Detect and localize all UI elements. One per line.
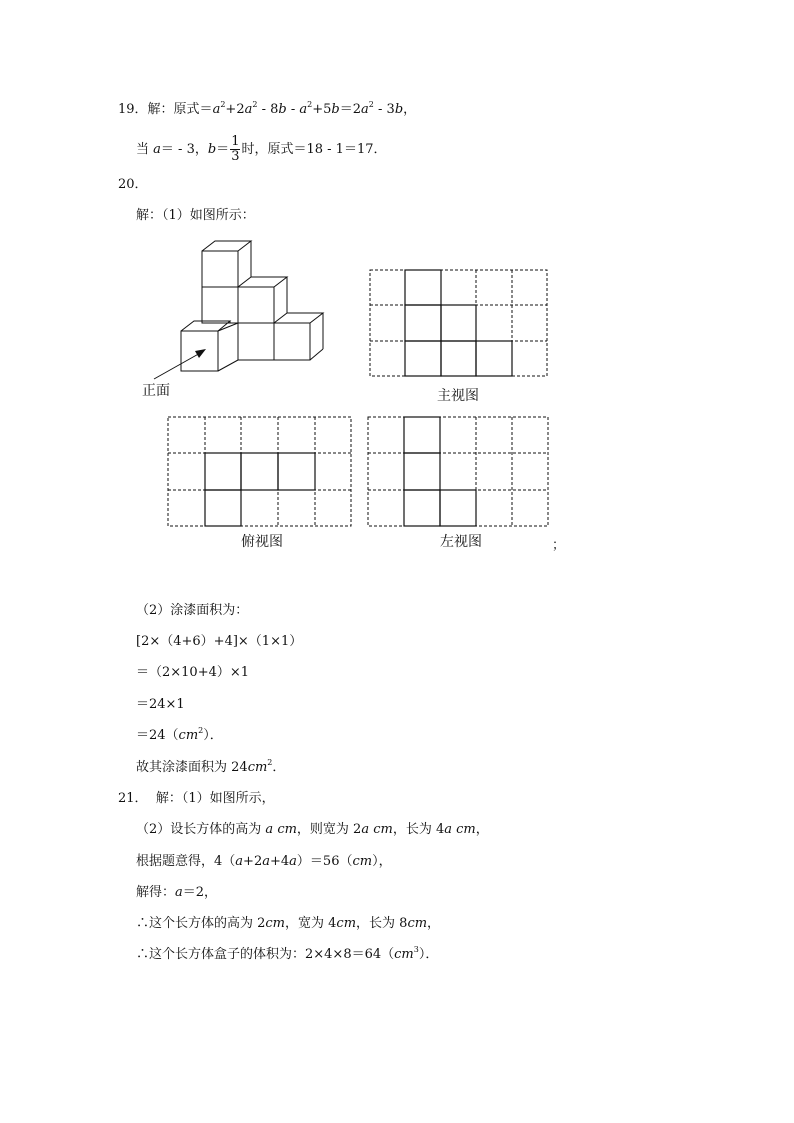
q20-calc1: [2×（4+6）+4]×（1×1）: [136, 634, 303, 649]
front-arrow-icon: [195, 349, 206, 358]
fraction-one-third: $\frac{1}{3}$: [231, 134, 240, 164]
q19-line1: 19．解：原式$=a^2+2a^2 - 8b - a^2+5b=2a^2 - 3b$，: [118, 100, 417, 117]
left-view-label: 左视图: [440, 534, 482, 550]
left-view-grid: [366, 416, 551, 531]
q20-intro: 解：（1）如图所示：: [136, 208, 255, 223]
q20-part2-title: （2）涂漆面积为：: [136, 603, 249, 618]
q19-line2: 当 a＝ - 3，b＝ $\frac{1}{3}$ 时，原式＝18 - 1＝17．: [136, 134, 387, 164]
q21-line1: 21． 解：（1）如图所示，: [118, 791, 275, 806]
main-view-grid: [369, 269, 549, 379]
q21-line2: （2）设长方体的高为 a cm，则宽为 2a cm，长为 4a cm，: [136, 822, 489, 837]
front-label: 正面: [142, 383, 170, 399]
q21-line5: ∴这个长方体的高为 2cm，宽为 4cm，长为 8cm，: [136, 916, 441, 931]
q20-calc4: $=24(cm^2)$．: [136, 726, 223, 743]
q20-calc3: ＝24×1: [136, 697, 185, 712]
q21-line6: ∴这个长方体盒子的体积为：$2\times 4\times 8=64(cm^3)$．: [136, 945, 439, 962]
q21-line4: 解得：a＝2，: [136, 885, 218, 900]
top-view-grid: [166, 416, 356, 531]
q21-line3: 根据题意得，4（a+2a+4a）＝56（cm），: [136, 854, 392, 869]
q21-number: 21．: [118, 791, 148, 806]
q20-calc2: ＝（2×10+4）×1: [136, 665, 250, 680]
q20-semicolon: ；: [552, 538, 566, 553]
q20-number: 20．: [118, 177, 148, 192]
q19-label: 解：原式＝: [147, 102, 213, 117]
cube-stack-figure: [135, 238, 335, 398]
q19-number: 19．: [118, 102, 148, 117]
cube-stack-lines: [154, 241, 323, 379]
q20-conclusion: 故其涂漆面积为 $24cm^2$．: [136, 758, 286, 775]
top-view-label: 俯视图: [241, 534, 283, 550]
main-view-label: 主视图: [437, 388, 479, 404]
